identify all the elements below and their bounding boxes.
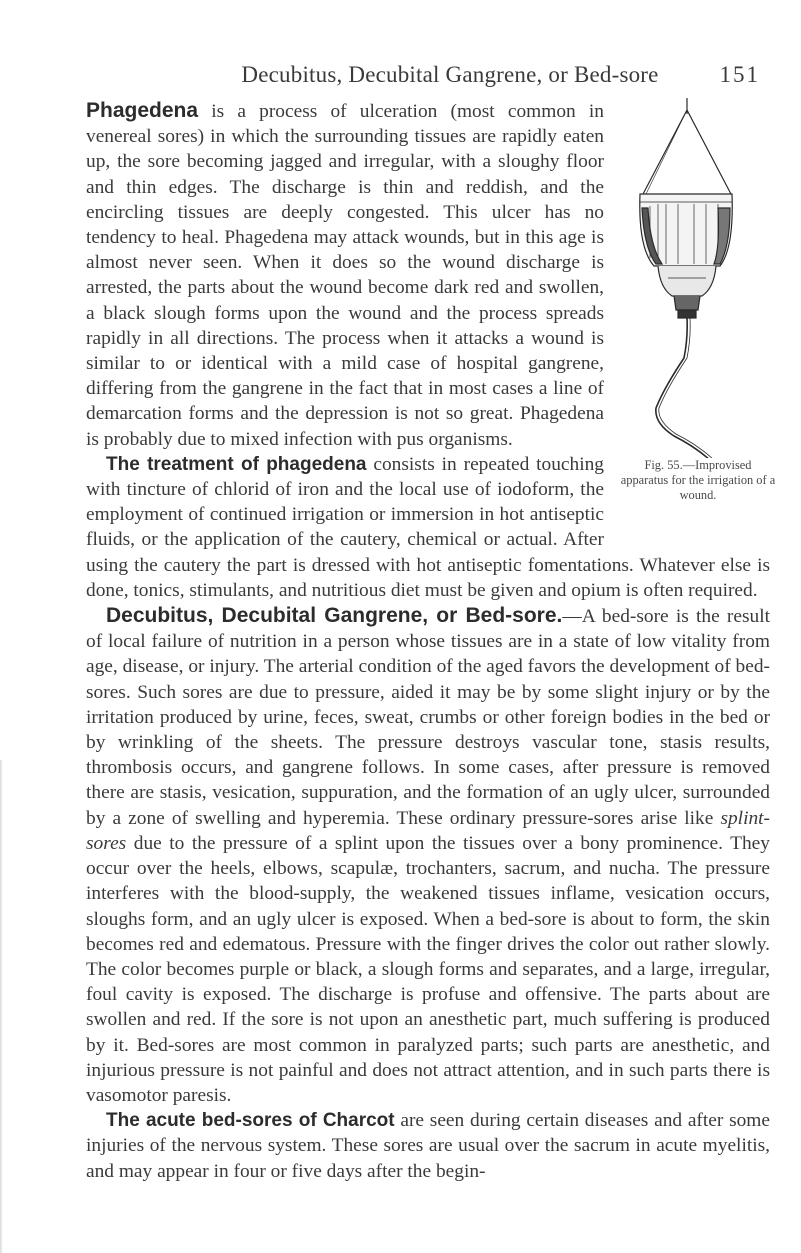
heading-decubitus: Decubitus, Decubital Gangrene, or Bed-sore. [106, 604, 563, 628]
heading-charcot: The acute bed-sores of Charcot [106, 1110, 395, 1132]
paragraph-charcot [86, 1108, 770, 1184]
paragraph-text: are seen during certain diseases and after some injuries of the nervous system. These sores are usual over the sacrum in acute myelitis, and may appear in four or five days after the begin- [86, 1110, 771, 1182]
body-text [86, 98, 776, 1184]
page-number: 151 [719, 62, 760, 87]
paragraph-decubitus [86, 603, 770, 1108]
paragraph-text: due to the pressure of a splint upon the tissues over a bony prominence. They occur over the heels, elbows, scapulæ, trochanters, sacrum, and nucha. The pressure interferes with the blood-supply, the weakened tissues inflame, vesication occurs, sloughs form, and an ugly ulcer is exposed. When a bed-sore is about to form, the skin becomes red and edematous. Pressure with the finger drives the color out rather slowly. The color becomes purple or black, a slough forms and separates, and a large, irregular, foul cavity is exposed. The discharge is profuse and offensive. The parts about are swollen and red. If the sore is not upon an anesthetic part, much suffering is produced by it. Bed-sores are most common in paralyzed parts; such parts are anesthetic, and injurious pressure is not painful and does not attract attention, and in such parts there is vasomotor paresis. [86, 832, 770, 1106]
italic-term: splint-sores [86, 807, 770, 854]
running-head-title: Decubitus, Decubital Gangrene, or Bed-sore [241, 62, 659, 87]
running-head [140, 62, 760, 92]
paragraph-text: is a process of ulceration (most common in venereal sores) in which the surrounding tissues are rapidly eaten up, the sore becoming jagged and irregular, with a sloughy floor and thin edges. The discharge is thin and reddish, and the encircling tissues are deeply congested. This ulcer has no tendency to heal. Phagedena may attack wounds, but in this age is almost never seen. When it does so the wound discharge is arrested, the parts about the wound become dark red and swollen, a black slough forms upon the wound and the process spreads rapidly in all directions. The process when it attacks a wound is similar to or identical with a mild case of hospital gangrene, differing from the gangrene in the fact that in most cases a line of demarcation forms and the depression is not so great. Phagedena is probably due to mixed infection with pus organisms. [86, 101, 604, 450]
heading-phagedena: Phagedena [86, 99, 199, 122]
binding-edge [0, 760, 3, 1253]
heading-treatment: The treatment of phagedena [106, 453, 367, 475]
paragraph-text: consists in repeated touching with tincture of chlorid of iron and the local use of iodoform, the employment of continued irrigation or immersion in hot antiseptic fluids, or the application of the cautery, chemical or actual. After using the cautery the part is dressed with hot antiseptic fomentations. Whatever else is done, tonics, stimulants, and nutritious diet must be given and opium is often required. [86, 453, 770, 601]
paragraph-text: —A bed-sore is the result of local failure of nutrition in a person whose tissues are in a state of low vitality from age, disease, or injury. The arterial condition of the aged favors the development of bed-sores. Such sores are due to pressure, aided it may be by some slight injury or by the irritation produced by urine, feces, sweat, crumbs or other foreign bodies in the bed or by wrinkling of the sheets. The pressure destroys vascular tone, stasis results, thrombosis occurs, and gangrene follows. In some cases, after pressure is removed there are stasis, vesication, suppuration, and the formation of an ugly ulcer, surrounded by a zone of swelling and hyperemia. These ordinary pressure-sores arise like [86, 606, 770, 829]
irrigation-apparatus-illustration [614, 98, 774, 458]
figure-55 [614, 98, 774, 528]
figure-caption: Fig. 55.—Improvised apparatus for the irrigation of a wound. [620, 458, 776, 502]
